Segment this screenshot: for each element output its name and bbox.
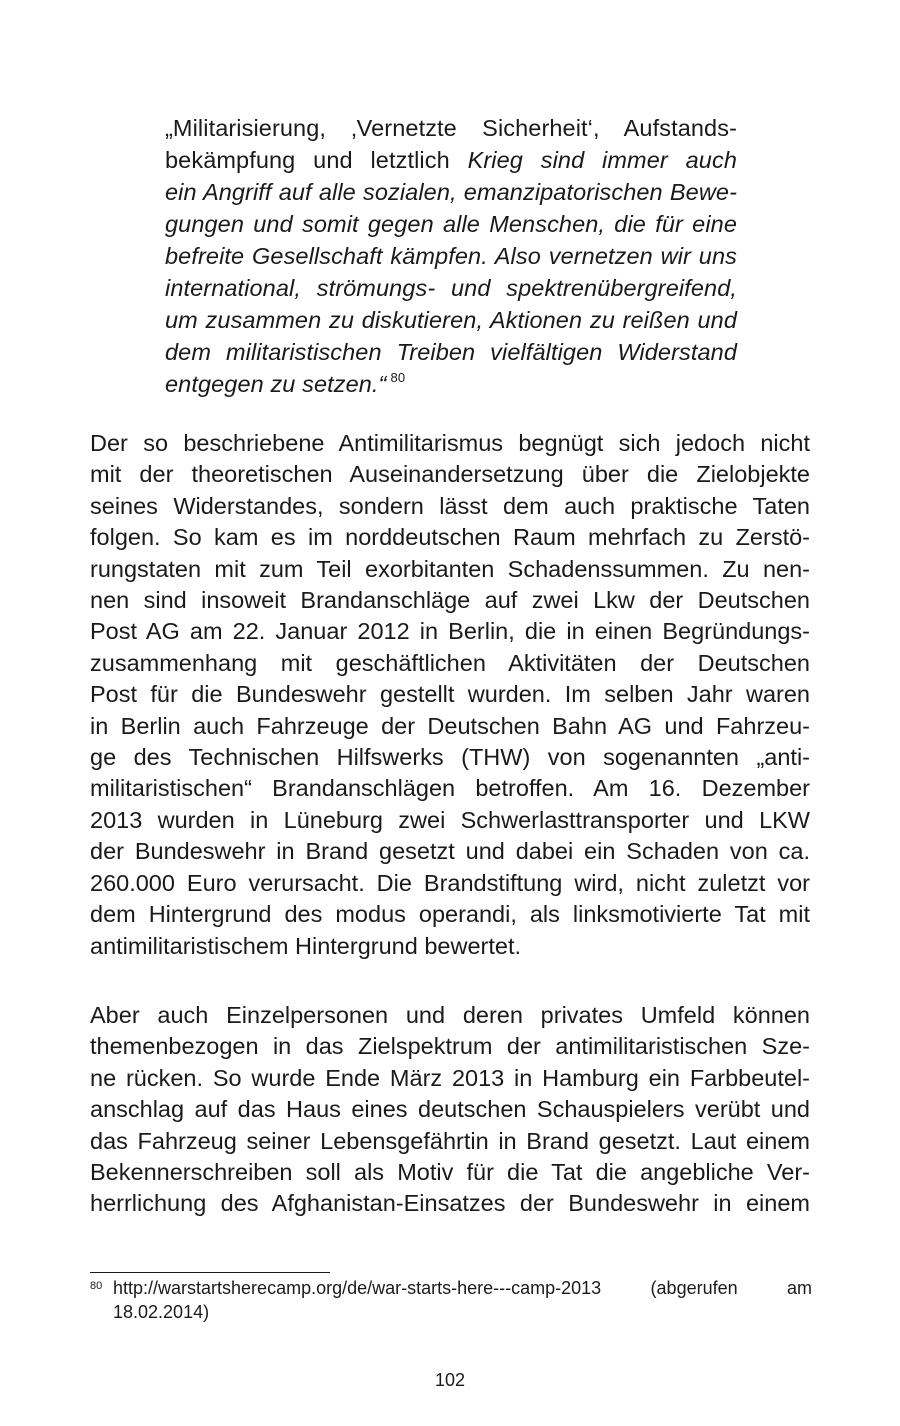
paragraph-line: seines Widerstandes, sondern lässt dem auch praktische Taten <box>90 492 810 519</box>
paragraph-line: Aber auch Einzelpersonen und deren privates Umfeld können <box>90 1002 810 1028</box>
paragraph-line: folgen. So kam es im norddeutschen Raum mehrfach zu Zerstö- <box>90 524 810 551</box>
footnote <box>90 1276 812 1324</box>
paragraph-line: in Berlin auch Fahrzeuge der Deutschen Bahn AG und Fahrzeu- <box>90 712 810 739</box>
paragraph-line: ge des Technischen Hilfswerks (THW) von sogenannten „anti- <box>90 744 810 771</box>
body-paragraph-1 <box>90 428 810 962</box>
quote-line: dem militaristischen Treiben vielfältigen Widerstand <box>165 339 737 365</box>
paragraph-line: antimilitaristischem Hintergrund bewertet. <box>90 932 521 959</box>
paragraph-line: der Bundeswehr in Brand gesetzt und dabei ein Schaden von ca. <box>90 838 810 865</box>
paragraph-line: Der so beschriebene Antimilitarismus begnügt sich jedoch nicht <box>90 430 810 456</box>
quote-line: gungen und somit gegen alle Menschen, die für eine <box>165 211 737 237</box>
paragraph-line: Bekennerschreiben soll als Motiv für die Tat die angebliche Ver- <box>90 1159 810 1186</box>
paragraph-line: 260.000 Euro verursacht. Die Brandstiftung wird, nicht zuletzt vor <box>90 869 810 896</box>
paragraph-line: mit der theoretischen Auseinandersetzung über die Zielobjekte <box>90 461 810 488</box>
body-paragraph-2 <box>90 1000 810 1220</box>
paragraph-line: Post AG am 22. Januar 2012 in Berlin, die in einen Begründungs- <box>90 618 810 645</box>
footnote-number: 80 <box>90 1280 103 1292</box>
paragraph-line: Post für die Bundeswehr gestellt wurden. Im selben Jahr waren <box>90 681 810 708</box>
paragraph-line: ne rücken. So wurde Ende März 2013 in Hamburg ein Farbbeutel- <box>90 1064 810 1091</box>
paragraph-line: themenbezogen in das Zielspektrum der antimilitaristischen Sze- <box>90 1033 810 1060</box>
paragraph-line: nen sind insoweit Brandanschläge auf zwei Lkw der Deutschen <box>90 587 810 614</box>
footnote-line: 18.02.2014) <box>113 1302 210 1322</box>
quote-line: „Militarisierung, ‚Vernetzte Sicherheit‘, Aufstands- <box>165 115 737 141</box>
quote-line: international, strömungs- und spektrenübergreifend, <box>165 275 737 301</box>
page-number: 102 <box>434 1370 466 1390</box>
paragraph-line: herrlichung des Afghanistan-Einsatzes der Bundeswehr in einem <box>90 1190 810 1217</box>
block-quote <box>165 112 737 400</box>
footnote-divider <box>90 1272 330 1273</box>
quote-line: befreite Gesellschaft kämpfen. Also vernetzen wir uns <box>165 243 737 269</box>
footnote-reference: 80 <box>390 370 406 385</box>
quote-line: ein Angriff auf alle sozialen, emanzipatorischen Bewe- <box>165 179 737 205</box>
quote-line: entgegen zu setzen.“ $^{80}$ <box>165 370 406 397</box>
quote-line: bekämpfung und letztlich Krieg sind immer auch <box>165 147 738 173</box>
quote-line: um zusammen zu diskutieren, Aktionen zu reißen und <box>165 307 737 333</box>
paragraph-line: rungstaten mit zum Teil exorbitanten Schadenssummen. Zu nen- <box>90 555 810 582</box>
paragraph-line: zusammenhang mit geschäftlichen Aktivitäten der Deutschen <box>90 649 810 676</box>
footnote-line: http://warstartsherecamp.org/de/war-starts-here---camp-2013 (abgerufen am <box>113 1278 812 1298</box>
paragraph-line: militaristischen“ Brandanschlägen betroffen. Am 16. Dezember <box>90 775 810 802</box>
paragraph-line: das Fahrzeug seiner Lebensgefährtin in Brand gesetzt. Laut einem <box>90 1127 810 1154</box>
footnote-text <box>113 1276 812 1324</box>
paragraph-line: 2013 wurden in Lüneburg zwei Schwerlasttransporter und LKW <box>90 806 810 833</box>
paragraph-line: dem Hintergrund des modus operandi, als linksmotivierte Tat mit <box>90 901 810 928</box>
paragraph-line: anschlag auf das Haus eines deutschen Schauspielers verübt und <box>90 1096 810 1123</box>
